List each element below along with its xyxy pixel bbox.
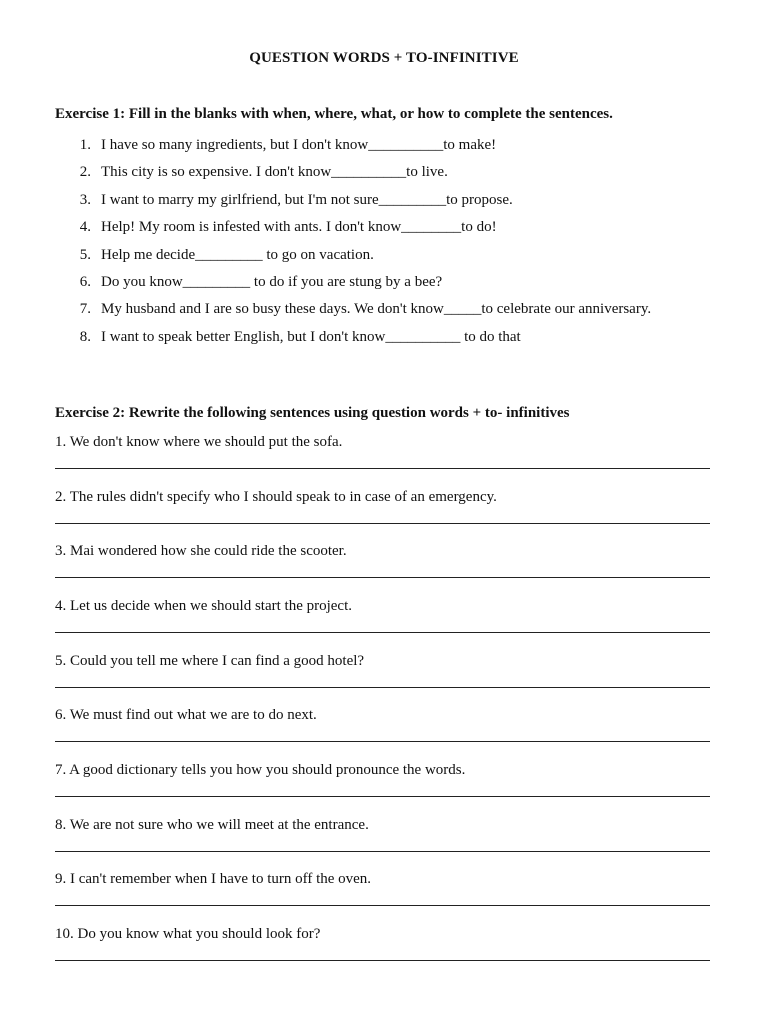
exercise2-sentence: 3. Mai wondered how she could ride the scooter. <box>55 543 347 559</box>
answer-line[interactable] <box>55 632 710 633</box>
answer-line[interactable] <box>55 523 710 524</box>
answer-line[interactable] <box>55 796 710 797</box>
answer-line[interactable] <box>55 960 710 961</box>
exercise2-item <box>55 541 710 596</box>
exercise2-sentence: 10. Do you know what you should look for? <box>55 926 321 942</box>
exercise1-item <box>55 324 712 351</box>
answer-line[interactable] <box>55 741 710 742</box>
item-number: 5. <box>79 246 91 263</box>
exercise1-item <box>55 132 712 159</box>
exercise2-sentence: 7. A good dictionary tells you how you should pronounce the words. <box>55 762 466 778</box>
exercise1-item <box>55 214 712 241</box>
item-number: 6. <box>79 274 91 291</box>
item-number: 4. <box>79 219 91 236</box>
exercise2-item <box>55 651 710 706</box>
exercise2-item <box>55 432 710 487</box>
item-text: Do you know_________ to do if you are stung by a bee? <box>101 274 443 291</box>
exercise2-sentence: 1. We don't know where we should put the sofa. <box>55 434 343 450</box>
item-text: I want to speak better English, but I don't know__________ to do that <box>101 328 521 345</box>
exercise2-sentence: 9. I can't remember when I have to turn off the oven. <box>55 871 372 887</box>
item-number: 8. <box>79 328 91 345</box>
exercise1-item <box>55 159 712 186</box>
answer-line[interactable] <box>55 468 710 469</box>
item-text: I want to marry my girlfriend, but I'm not sure_________to propose. <box>101 191 513 208</box>
item-number: 3. <box>79 191 91 208</box>
item-text: My husband and I are so busy these days. We don't know_____to celebrate our anniversary. <box>101 301 652 318</box>
exercise1-item <box>55 269 712 296</box>
exercise2-item <box>55 487 710 542</box>
exercise1-item <box>55 296 712 323</box>
exercise2-sentence: 6. We must find out what we are to do next. <box>55 707 317 723</box>
item-number: 1. <box>79 137 91 153</box>
answer-line[interactable] <box>55 687 710 688</box>
exercise1-heading: Exercise 1: Fill in the blanks with when, where, what, or how to complete the sentences. <box>55 106 613 122</box>
exercise2-sentence: 2. The rules didn't specify who I should speak to in case of an emergency. <box>55 489 497 505</box>
exercise2-sentence: 8. We are not sure who we will meet at the entrance. <box>55 817 369 833</box>
exercise2-heading: Exercise 2: Rewrite the following sentences using question words + to- infinitives <box>55 405 570 421</box>
exercise2-sentence: 5. Could you tell me where I can find a good hotel? <box>55 653 365 669</box>
exercise2-item <box>55 815 710 870</box>
exercise2-item <box>55 705 710 760</box>
item-text: I have so many ingredients, but I don't know__________to make! <box>101 137 497 153</box>
exercise2-item <box>55 924 710 979</box>
item-text: Help! My room is infested with ants. I don't know________to do! <box>101 219 497 236</box>
page-title: QUESTION WORDS + TO-INFINITIVE <box>249 50 519 66</box>
exercise2-item <box>55 596 710 651</box>
item-number: 7. <box>79 301 91 318</box>
item-text: Help me decide_________ to go on vacation. <box>101 246 374 263</box>
exercise1-item <box>55 242 712 269</box>
answer-line[interactable] <box>55 577 710 578</box>
exercise1-item <box>55 187 712 214</box>
answer-line[interactable] <box>55 905 710 906</box>
item-text: This city is so expensive. I don't know__________to live. <box>101 164 448 181</box>
exercise1-list <box>55 132 712 351</box>
item-number: 2. <box>79 164 91 181</box>
answer-line[interactable] <box>55 851 710 852</box>
exercise2-item <box>55 760 710 815</box>
exercise2-item <box>55 869 710 924</box>
exercise2-sentence: 4. Let us decide when we should start the project. <box>55 598 352 614</box>
